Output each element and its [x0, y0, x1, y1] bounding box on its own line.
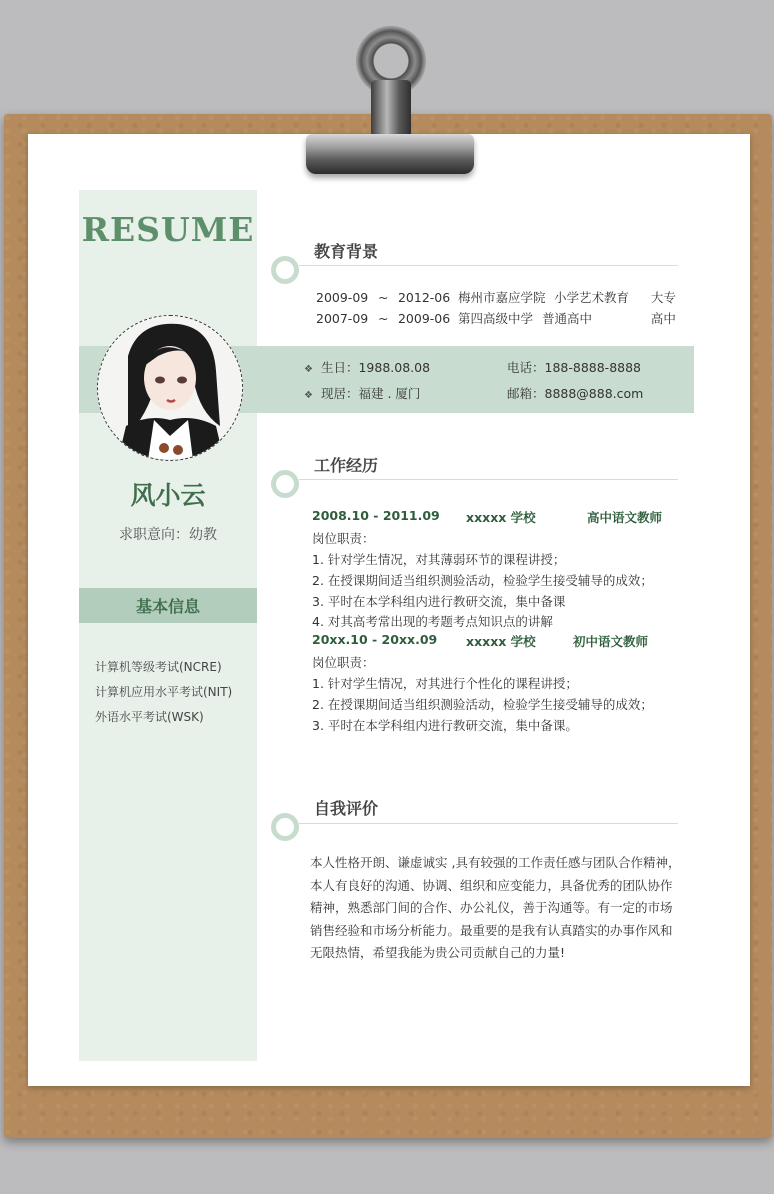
resume-page: RESUME 风小云 求职意向：幼教 基本信息 计算机等级考试(NCRE) 计算机应用水平考试(NIT) 外语水平考试(WSK) 教育背景 2009-09 ~ 2012-06 梅州市嘉应学院 小学艺术教育 大专 2007-09 ~ 2009-06 第四高级中学 普通高中 高中 ❖ 生日：1988.08.08 ❖ 现居：福建 . 厦门 电话：188-8888-8888 邮箱：8888@888.com 工作经历 2008.10 - 2011.09 xxxxx 学校 高中语文教师 岗位职责： 1. 针对学生情况，对其薄弱环节的课程讲授； 2. 在授课期间适当组织测验活动，检验学生接受辅导的成效； 3. 平时在本学科组内进行教研交流，集中备课 4. 对其高考常出现的考题考点知识点的讲解 20xx.10 - 20xx.09 xxxxx 学校 初中语文教师 岗位职责： 1. 针对学生情况，对其进行个性化的课程讲授； 2. 在授课期间适当组织测验活动，检验学生接受辅导的成效； 3. 平时在本学科组内进行教研交流，集中备课。 自我评价 本人性格开朗、谦虚诚实 ,具有较强的工作责任感与团队合作精神， 本人有良好的沟通、协调、组织和应变能力，具备优秀的团队协作 精神，熟悉部门间的合作、办公礼仪，善于沟通等。有一定的市场 销售经验和市场分析能力。最重要的是我有认真踏实的办事作风和 无限热情，希望我能为贵公司贡献自己的力量!	[0, 0, 774, 1194]
duties-label: 岗位职责：	[312, 655, 375, 670]
duty-item: 3. 平时在本学科组内进行教研交流，集中备课	[312, 594, 566, 609]
resume-title: RESUME	[81, 210, 255, 249]
education-row: 2009-09 ~ 2012-06 梅州市嘉应学院 小学艺术教育 大专	[316, 290, 676, 305]
job-intent: 求职意向：幼教	[119, 527, 217, 543]
self-evaluation-text: 本人性格开朗、谦虚诚实 ,具有较强的工作责任感与团队合作精神， 本人有良好的沟通、协调、组织和应变能力，具备优秀的团队协作 精神，熟悉部门间的合作、办公礼仪，善于沟通等。有一定的市场 销售经验和市场分析能力。最重要的是我有认真踏实的办事作风和 无限热情，希望我能为贵公司贡献自己的力量!	[310, 855, 681, 961]
work-circle-icon	[271, 470, 299, 498]
clip-neck	[371, 80, 411, 138]
diamond-bullet-icon: ❖	[304, 364, 313, 375]
contact-residence: ❖ 现居：福建 . 厦门	[304, 386, 421, 401]
work-header: 工作经历	[314, 456, 379, 475]
basic-info-header: 基本信息	[79, 588, 257, 623]
diamond-bullet-icon: ❖	[304, 390, 313, 401]
duty-item: 2. 在授课期间适当组织测验活动，检验学生接受辅导的成效；	[312, 697, 653, 712]
avatar-illustration	[98, 316, 242, 460]
clipboard-clip-icon	[306, 134, 474, 174]
education-circle-icon	[271, 256, 299, 284]
duty-item: 1. 针对学生情况，对其进行个性化的课程讲授；	[312, 676, 578, 691]
duty-item: 4. 对其高考常出现的考题考点知识点的讲解	[312, 614, 553, 629]
education-header: 教育背景	[314, 242, 379, 261]
duties-label: 岗位职责：	[312, 531, 375, 546]
education-row: 2007-09 ~ 2009-06 第四高级中学 普通高中 高中	[316, 311, 676, 326]
education-divider	[299, 265, 678, 266]
work-divider	[299, 479, 678, 480]
duty-item: 1. 针对学生情况，对其薄弱环节的课程讲授；	[312, 552, 566, 567]
contact-phone: 电话：188-8888-8888	[507, 360, 642, 375]
certificate-item: 计算机应用水平考试(NIT)	[95, 685, 233, 699]
self-evaluation-divider	[299, 823, 678, 824]
duty-item: 2. 在授课期间适当组织测验活动，检验学生接受辅导的成效；	[312, 573, 653, 588]
candidate-name: 风小云	[130, 481, 206, 510]
contact-email: 邮箱：8888@888.com	[507, 386, 644, 401]
self-evaluation-circle-icon	[271, 813, 299, 841]
contact-birthday: ❖ 生日：1988.08.08	[304, 360, 431, 375]
duty-item: 3. 平时在本学科组内进行教研交流，集中备课。	[312, 718, 578, 733]
certificate-item: 计算机等级考试(NCRE)	[95, 660, 222, 674]
avatar	[97, 315, 243, 461]
certificate-list	[95, 658, 255, 733]
self-evaluation-header: 自我评价	[314, 799, 379, 818]
certificate-item: 外语水平考试(WSK)	[95, 710, 204, 724]
